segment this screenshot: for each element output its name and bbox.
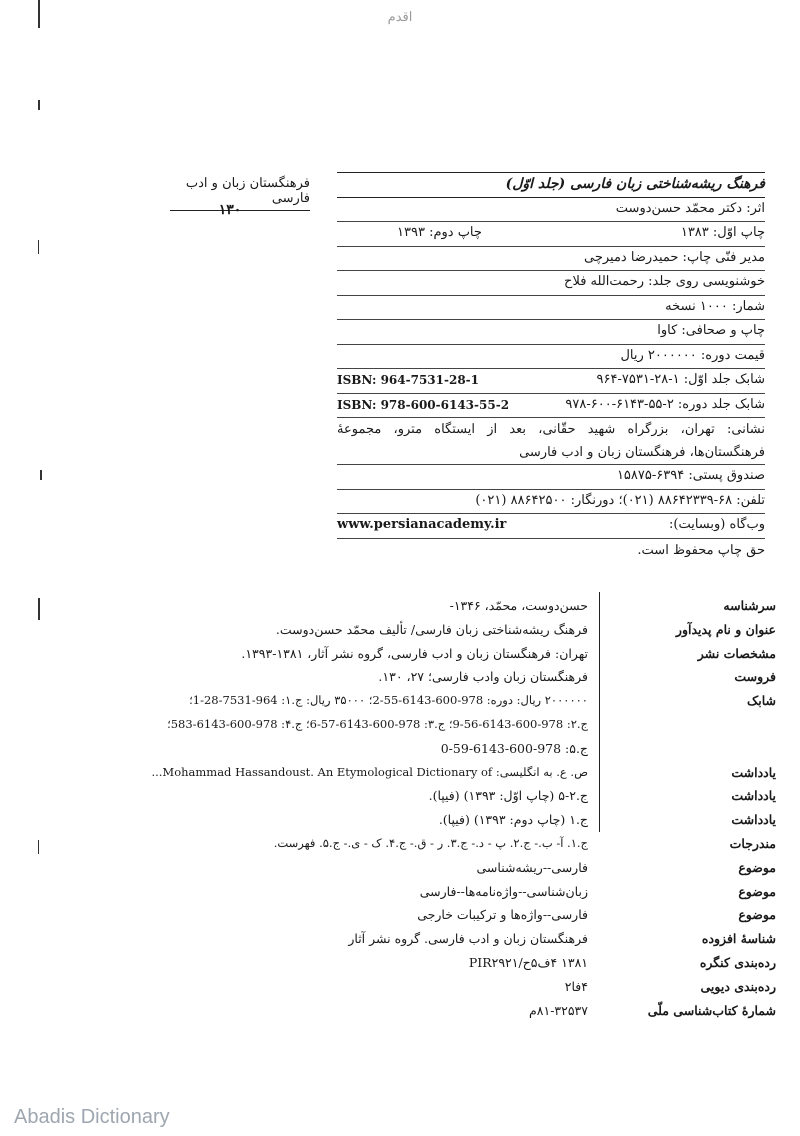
book-title: فرهنگ ریشه‌شناختی زبان فارسی (جلد اوّل) [337, 172, 765, 198]
cip-label: موضوع [738, 859, 776, 875]
cip-label [594, 737, 776, 761]
cip-value: فرهنگ ریشه‌شناختی زبان فارسی/ تألیف محمّد حسن‌دوست. [275, 621, 588, 637]
cip-value: زبان‌شناسی--واژه‌نامه‌ها--فارسی [419, 883, 588, 899]
imprint-block [337, 172, 765, 563]
binding-mark [38, 100, 40, 110]
cip-label: فروست [734, 669, 776, 685]
cip-label: مشخصات نشر [697, 645, 776, 661]
print-run: شمار: ۱۰۰۰ نسخه [337, 296, 765, 321]
binding-mark [38, 598, 40, 620]
binding-mark [38, 240, 39, 254]
technical-manager: مدیر فنّی چاپ: حمیدرضا دمیرچی [337, 247, 765, 272]
cip-value: حسن‌دوست، محمّد، ۱۳۴۶- [449, 598, 588, 613]
cip-label: یادداشت [731, 812, 776, 828]
cip-values [151, 594, 588, 1022]
isbn-volume-row [337, 369, 765, 394]
cip-value: فارسی--ریشه‌شناسی [476, 859, 588, 875]
website-label: وب‌گاه (وبسایت): [669, 517, 765, 532]
isbn-volume-en: ISBN: 964-7531-28-1 [337, 373, 480, 387]
cip-label: مندرجات [729, 835, 776, 851]
cip-label: یادداشت [731, 764, 776, 780]
series-number: ۱۳۰ [218, 202, 242, 218]
phone-fax: تلفن: ۶۸-۸۸۶۴۲۳۳۹ (۰۲۱)؛ دورنگار: ۸۸۶۴۲۵۰۰ (۰۲۱) [337, 490, 765, 515]
header-word: اقدم [387, 10, 413, 25]
cip-label: موضوع [738, 907, 776, 923]
cip-value: فرهنگستان زبان و ادب فارسی. گروه نشر آثار [348, 931, 588, 947]
cip-label: موضوع [738, 883, 776, 899]
cip-value: ۱۳۸۱ ۴ف۵ح/PIR۲۹۲۱ [468, 954, 588, 970]
binding-mark [38, 840, 39, 854]
second-print: چاپ دوم: ۱۳۹۳ [397, 225, 482, 240]
cip-value: فرهنگستان زبان وادب فارسی؛ ۲۷، ۱۳۰. [378, 669, 588, 685]
cip-label: شابک [747, 693, 776, 709]
cip-value: ج.۵: 978-600-6143-59-0 [440, 740, 588, 756]
print-dates-row [337, 222, 765, 247]
first-print: چاپ اوّل: ۱۳۸۳ [680, 225, 765, 240]
cip-label: یادداشت [731, 788, 776, 804]
printing-binding: چاپ و صحافی: کاوا [337, 320, 765, 345]
cip-value: فارسی--واژه‌ها و ترکیبات خارجی [417, 907, 588, 923]
cip-label: رده‌بندی دیویی [700, 978, 776, 994]
isbn-set-row [337, 394, 765, 419]
set-price: قیمت دوره: ۲۰۰۰۰۰۰ ریال [337, 345, 765, 370]
author-line: اثر: دکتر محمّد حسن‌دوست [337, 198, 765, 223]
isbn-set-fa: شابک جلد دوره: ۲-۵۵-۶۱۴۳-۶۰۰-۹۷۸ [565, 396, 765, 412]
cip-value: ج.۲-۵ (چاپ اوّل: ۱۳۹۳) (فیپا). [428, 788, 588, 804]
copyright-notice: حق چاپ محفوظ است. [637, 542, 765, 558]
cip-value: ص. ع. به انگلیسی: Mohammad Hassandoust. An Etymological Dictionary of... [151, 764, 588, 779]
cip-value: ج.۱. آ- ب.- ج.۲. پ - د.- ج.۳. ر - ق.- ج.۴. ک - ی.- ج.۵. فهرست. [273, 835, 588, 850]
cip-labels [594, 594, 776, 1022]
isbn-set-en: ISBN: 978-600-6143-55-2 [337, 397, 510, 412]
binding-mark [40, 470, 42, 480]
cip-label: شمارهٔ کتاب‌شناسی ملّی [647, 1002, 776, 1018]
website-link[interactable]: www.persianacademy.ir [337, 517, 507, 532]
cip-value: ۴فا۲ [564, 978, 588, 994]
watermark: Abadis Dictionary [14, 1106, 170, 1128]
cip-value: ۲۰۰۰۰۰۰ ریال: دوره: 978-600-6143-55-2؛ ۳۵۰۰۰ ریال: ج.۱: 964-7531-28-1؛ [189, 693, 588, 708]
isbn-volume-fa: شابک جلد اوّل: ۱-۲۸-۷۵۳۱-۹۶۴ [596, 372, 765, 387]
cip-label: رده‌بندی کنگره [699, 954, 776, 970]
cip-value: ج.۲: 978-600-6143-56-9؛ ج.۳: 978-600-6143-57-6؛ ج.۴: 978-600-6143-583؛ [167, 716, 588, 731]
cip-label: عنوان و نام پدیدآور [675, 621, 776, 637]
cip-value: تهران: فرهنگستان زبان و ادب فارسی، گروه نشر آثار، ۱۳۸۱-۱۳۹۳. [241, 645, 588, 661]
cip-value: ج.۱ (چاپ دوم: ۱۳۹۳) (فیپا). [438, 812, 588, 828]
cover-calligraphy: خوشنویسی روی جلد: رحمت‌الله فلاح [337, 271, 765, 296]
cip-value: ۸۱-۳۲۵۳۷م [529, 1002, 588, 1018]
cip-label: سرشناسه [723, 598, 776, 613]
address: نشانی: تهران، بزرگراه شهید حقّانی، بعد از ایستگاه مترو، مجموعهٔ فرهنگستان‌ها، فرهنگستان زبان و ادب فارسی [337, 418, 765, 465]
po-box: صندوق پستی: ۶۳۹۴-۱۵۸۷۵ [337, 465, 765, 490]
series-title: فرهنگستان زبان و ادب فارسی [170, 176, 310, 211]
cip-label: شناسهٔ افزوده [701, 931, 776, 947]
website-row [337, 514, 765, 539]
cip-label [594, 713, 776, 737]
